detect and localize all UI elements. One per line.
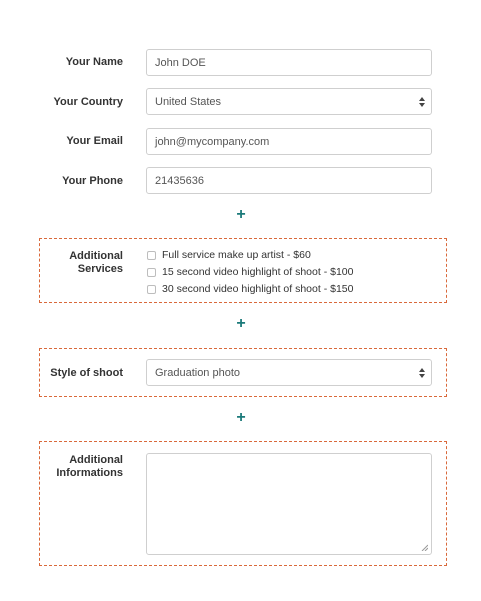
plus-icon[interactable]: + xyxy=(236,315,246,332)
info-label xyxy=(40,454,123,480)
phone-input-value: 21435636 xyxy=(155,174,204,187)
style-select[interactable] xyxy=(146,359,432,386)
plus-icon[interactable]: + xyxy=(236,409,246,426)
select-arrows-icon xyxy=(419,368,425,378)
checkbox[interactable] xyxy=(147,268,156,277)
checkbox[interactable] xyxy=(147,251,156,260)
name-label: Your Name xyxy=(65,56,123,68)
select-arrows-icon xyxy=(419,97,425,107)
services-label xyxy=(40,250,123,276)
phone-input[interactable] xyxy=(146,167,432,194)
service-option-makeup[interactable] xyxy=(147,249,311,261)
service-option-video-150[interactable] xyxy=(147,283,353,295)
info-label-line2: Informations xyxy=(56,467,123,479)
email-label: Your Email xyxy=(66,135,123,147)
service-option-label: 30 second video highlight of shoot - $150 xyxy=(162,283,354,295)
name-input-value: John DOE xyxy=(155,56,206,69)
country-label: Your Country xyxy=(53,96,123,108)
country-select[interactable] xyxy=(146,88,432,115)
email-input[interactable] xyxy=(146,128,432,155)
email-input-value: john@mycompany.com xyxy=(155,135,270,148)
info-textarea[interactable] xyxy=(146,453,432,555)
phone-label: Your Phone xyxy=(62,175,123,187)
style-label: Style of shoot xyxy=(50,367,123,379)
style-select-value: Graduation photo xyxy=(155,366,241,379)
resize-handle-icon[interactable] xyxy=(421,544,428,551)
country-select-value: United States xyxy=(155,95,222,108)
info-label-line1: Additional xyxy=(69,454,123,466)
service-option-label: 15 second video highlight of shoot - $100 xyxy=(162,266,354,278)
plus-icon[interactable]: + xyxy=(236,206,246,223)
service-option-video-100[interactable] xyxy=(147,266,353,278)
name-input[interactable] xyxy=(146,49,432,76)
service-option-label: Full service make up artist - $60 xyxy=(162,249,311,261)
checkbox[interactable] xyxy=(147,285,156,294)
services-label-line1: Additional xyxy=(69,250,123,262)
services-label-line2: Services xyxy=(77,263,123,275)
